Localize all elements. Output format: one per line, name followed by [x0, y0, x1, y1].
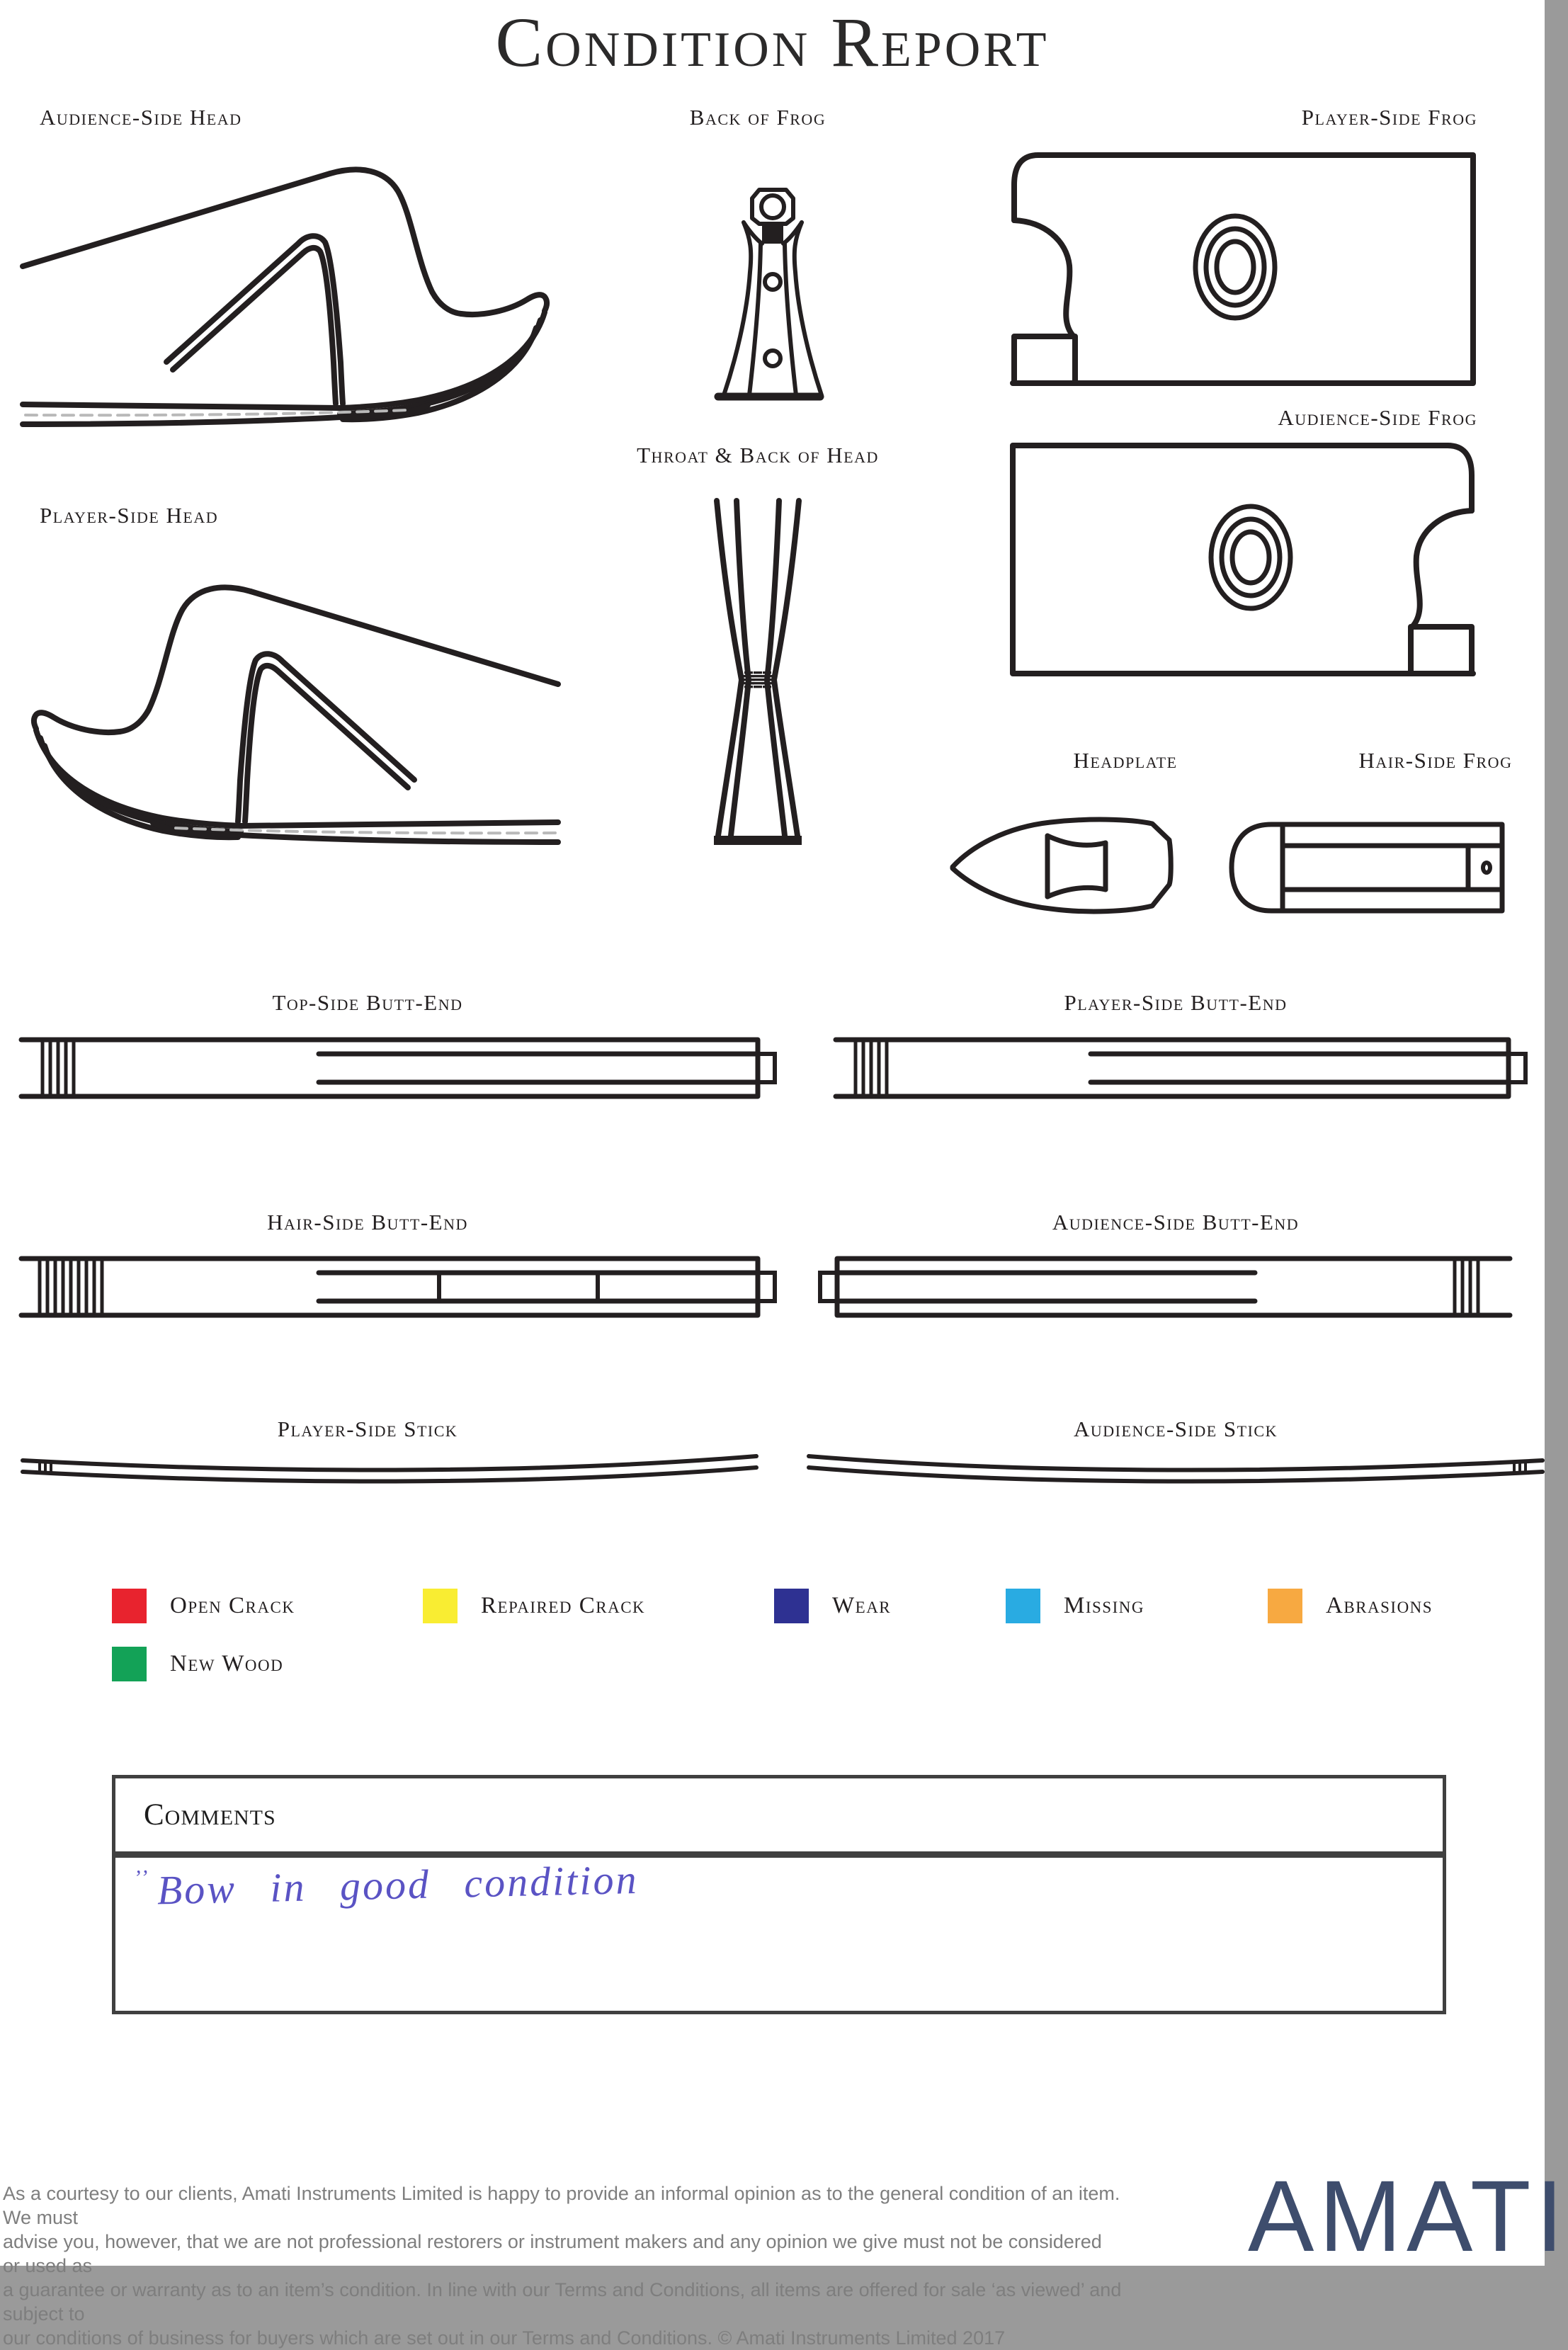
label-hair-side-butt-end: Hair-Side Butt-End: [267, 1210, 468, 1234]
hair-side-frog-diagram: [1226, 822, 1505, 914]
new-wood-swatch-icon: [112, 1647, 147, 1681]
throat-back-of-head-diagram: [708, 499, 807, 853]
disclaimer-line: As a courtesy to our clients, Amati Instruments Limited is happy to provide an informal opinion as to the general condition of an item. We must: [3, 2183, 1120, 2228]
lapping-icon: [40, 1259, 102, 1315]
label-audience-side-head: Audience-Side Head: [40, 105, 242, 130]
lapping-icon: [856, 1040, 887, 1096]
label-throat-back-of-head: Throat & Back of Head: [637, 443, 879, 467]
handwriting-text: Bow in good condition: [157, 1856, 640, 1914]
legend-label: Abrasions: [1326, 1593, 1433, 1618]
label-hair-side-frog: Hair-Side Frog: [1358, 748, 1513, 773]
legend-label: New Wood: [170, 1651, 284, 1676]
eyelet-icon: [765, 274, 780, 290]
abrasions-swatch-icon: [1268, 1589, 1302, 1623]
label-player-side-head: Player-Side Head: [40, 503, 219, 528]
player-side-stick-diagram: [21, 1449, 758, 1492]
player-side-butt-end-diagram: [836, 1035, 1527, 1101]
comments-header: Comments: [115, 1778, 1443, 1858]
lapping-icon: [1455, 1259, 1478, 1315]
legend-item-abrasions: [1268, 1589, 1433, 1623]
legend-item-missing: [1006, 1589, 1144, 1623]
audience-side-stick-diagram: [807, 1449, 1544, 1492]
legend-item-new-wood: [112, 1647, 283, 1681]
label-back-of-frog: Back of Frog: [689, 105, 826, 130]
label-headplate: Headplate: [1073, 748, 1178, 773]
disclaimer-line: a guarantee or warranty as to an item’s condition. In line with our Terms and Conditions, all items are offered for sale ‘as viewed’ and subject to: [3, 2279, 1122, 2325]
wear-swatch-icon: [774, 1589, 809, 1623]
hair-side-butt-end-diagram: [21, 1254, 776, 1319]
label-audience-side-butt-end: Audience-Side Butt-End: [1052, 1210, 1300, 1234]
legend-item-repaired-crack: [423, 1589, 645, 1623]
page-title: Condition Report: [495, 3, 1050, 81]
legend-label: Wear: [832, 1593, 892, 1618]
audience-side-frog-diagram: [1010, 443, 1476, 676]
label-audience-side-stick: Audience-Side Stick: [1074, 1417, 1278, 1441]
frog-eye-icon: [1195, 216, 1275, 318]
missing-swatch-icon: [1006, 1589, 1040, 1623]
label-player-side-frog: Player-Side Frog: [1301, 105, 1477, 130]
amati-logo: AMATI: [1248, 2159, 1568, 2273]
disclaimer-line: advise you, however, that we are not professional restorers or instrument makers and any opinion we give must not be considered or used as: [3, 2231, 1102, 2276]
disclaimer-line: our conditions of business for buyers which are set out in our Terms and Conditions. © Amati Instruments Limited 2017: [3, 2327, 1006, 2349]
audience-side-head-diagram: [21, 142, 559, 446]
legend-label: Repaired Crack: [481, 1593, 646, 1618]
label-player-side-butt-end: Player-Side Butt-End: [1064, 990, 1288, 1015]
repaired-crack-swatch-icon: [423, 1589, 458, 1623]
disclaimer-text: [3, 2181, 1122, 2350]
pin-icon: [1483, 863, 1490, 873]
open-crack-swatch-icon: [112, 1589, 147, 1623]
player-side-frog-diagram: [1010, 152, 1476, 386]
handwritten-comment: [133, 1855, 639, 1914]
legend-item-wear: [774, 1589, 891, 1623]
eyelet-icon: [765, 351, 780, 366]
handwriting-mark: ’’: [133, 1866, 150, 1890]
label-top-side-butt-end: Top-Side Butt-End: [272, 990, 463, 1015]
legend-item-open-crack: [112, 1589, 295, 1623]
label-audience-side-frog: Audience-Side Frog: [1278, 405, 1477, 430]
audience-side-butt-end-diagram: [817, 1254, 1511, 1319]
top-side-butt-end-diagram: [21, 1035, 776, 1101]
comments-box: [112, 1775, 1446, 2014]
legend-label: Open Crack: [170, 1593, 295, 1618]
label-player-side-stick: Player-Side Stick: [277, 1417, 458, 1441]
player-side-head-diagram: [21, 560, 559, 864]
back-of-frog-diagram: [715, 183, 822, 402]
headplate-diagram: [947, 814, 1175, 917]
legend-label: Missing: [1064, 1593, 1144, 1618]
lapping-icon: [42, 1040, 74, 1096]
